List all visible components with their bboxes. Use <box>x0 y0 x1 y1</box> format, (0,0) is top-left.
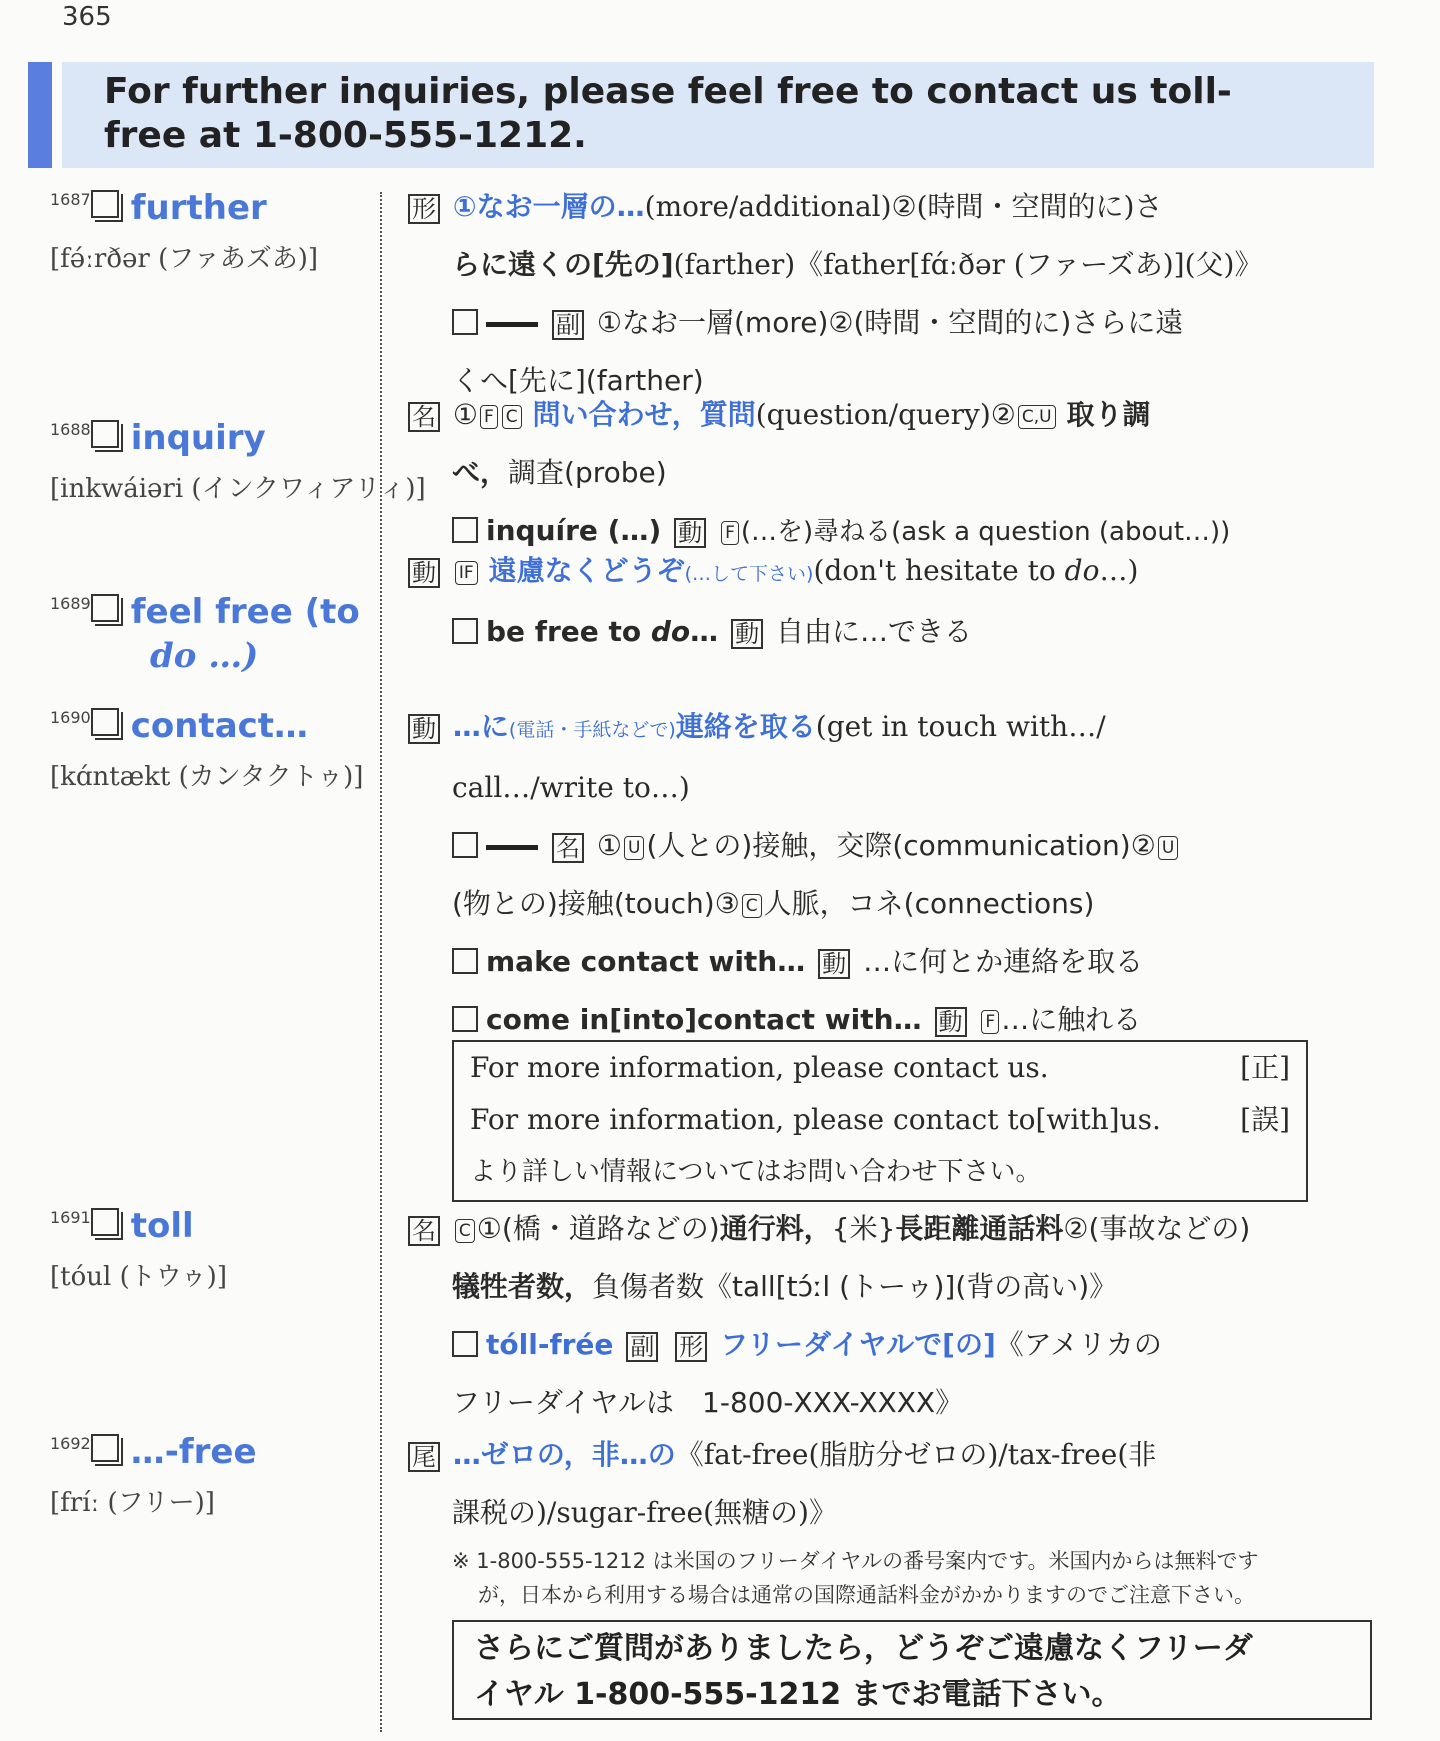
pos-tag: 動 <box>674 518 706 548</box>
definition-line <box>404 1258 1344 1316</box>
headword: feel free (to <box>130 592 360 632</box>
entry-number: 1691 <box>50 1208 91 1227</box>
pos-tag: 形 <box>675 1332 707 1362</box>
checkbox-icon[interactable] <box>452 948 478 974</box>
pronunciation: [inkwáiəri (インクワィアリィ)] <box>50 474 426 504</box>
banner-accent-bar <box>28 62 52 168</box>
label-countable: C <box>502 405 522 429</box>
key-meaning-sub: (…して下さい) <box>684 563 814 585</box>
headword: toll <box>130 1206 194 1246</box>
pos-tag: 尾 <box>408 1442 440 1472</box>
key-meaning: べ， <box>452 456 509 489</box>
checkbox-icon[interactable] <box>91 1208 119 1236</box>
definition-text: …に触れる <box>1001 1003 1142 1036</box>
derivative-line <box>404 294 1344 352</box>
definition-text: call…/write to…) <box>452 771 690 804</box>
definition-line <box>404 444 1344 502</box>
key-meaning-sub: (電話・手紙などで) <box>508 719 676 741</box>
headword: further <box>130 188 267 228</box>
key-meaning: …ゼロの，非…の <box>452 1438 676 1471</box>
phrase: … <box>690 615 719 648</box>
headword-continued <box>150 636 258 676</box>
sense-number: ① <box>596 829 623 862</box>
phrase-line <box>404 933 1344 991</box>
entry-number: 1690 <box>50 708 91 727</box>
key-meaning: 長距離通話料 <box>895 1212 1064 1245</box>
translation-line: さらにご質問がありましたら，どうぞご遠慮なくフリーダ <box>474 1631 1253 1666</box>
page-number: 365 <box>62 2 112 32</box>
entry-1688-body <box>404 386 1344 561</box>
definition-text: …) <box>1099 554 1139 587</box>
entry-1689-head <box>50 592 380 676</box>
derivative-word: inquíre (…) <box>486 514 662 547</box>
pos-tag: 名 <box>408 1216 440 1246</box>
entry-1689-body <box>404 542 1344 661</box>
headword: …-free <box>130 1432 257 1472</box>
phrase-italic: do <box>650 615 691 648</box>
entry-1691-head <box>50 1206 380 1293</box>
usage-example-box <box>452 1040 1308 1202</box>
sense-number: ① <box>452 398 479 431</box>
key-meaning: 問い合わせ，質問 <box>532 398 756 431</box>
definition-text: (farther)《father[fɑ́ːðər (ファーズあ)](父)》 <box>673 248 1263 281</box>
definition-text: ①(橋・道路などの) <box>476 1212 720 1245</box>
definition-line <box>404 1200 1344 1258</box>
derivative-line <box>404 603 1344 661</box>
entry-1692-body <box>404 1426 1344 1542</box>
definition-text: 課税の)/sugar-free(無糖の)》 <box>452 1496 837 1529</box>
dash-icon <box>486 322 538 327</box>
pos-tag: 形 <box>408 194 440 224</box>
incorrect-tag: [誤] <box>1240 1103 1290 1136</box>
checkbox-icon[interactable] <box>452 1331 478 1357</box>
example-line <box>470 1094 1290 1146</box>
headword: contact… <box>130 706 309 746</box>
translation-box <box>452 1620 1372 1720</box>
definition-line <box>404 178 1344 236</box>
derivative-line <box>404 1316 1344 1374</box>
pronunciation: [fríː (フリー)] <box>50 1488 215 1518</box>
pos-tag: 動 <box>408 558 440 588</box>
label-uncountable: U <box>624 836 644 860</box>
pos-tag: 動 <box>818 949 850 979</box>
definition-line <box>404 875 1344 933</box>
definition-text: 調査(probe) <box>508 456 667 489</box>
footnote <box>452 1544 1372 1612</box>
definition-text: 人脈，コネ(connections) <box>763 887 1095 920</box>
definition-line <box>404 542 1344 603</box>
banner-text: For further inquiries, please feel free to contact us toll-free at 1-800-555-1212. <box>104 71 1232 156</box>
phrase: make contact with… <box>486 945 806 978</box>
definition-line <box>404 386 1344 444</box>
example-translation: より詳しい情報についてはお問い合わせ下さい。 <box>470 1157 1042 1187</box>
definition-text: (don't hesitate to <box>813 554 1065 587</box>
example-text: For more information, please contact us. <box>470 1051 1049 1084</box>
key-meaning: 通行料， <box>719 1212 832 1245</box>
definition-italic: do <box>1064 554 1100 587</box>
label-uncountable: U <box>1158 836 1178 860</box>
definition-text: 《fat-free(脂肪分ゼロの)/tax-free(非 <box>675 1438 1157 1471</box>
region-label: {米} <box>831 1212 896 1245</box>
entry-1687-head <box>50 188 380 275</box>
entry-number: 1688 <box>50 420 91 439</box>
definition-line <box>404 1484 1344 1542</box>
definition-text: …に何とか連絡を取る <box>863 945 1144 978</box>
translation-line: イヤル 1-800-555-1212 までお電話下さい。 <box>474 1677 1122 1712</box>
definition-text: (…を)尋ねる(ask a question (about…)) <box>740 517 1231 547</box>
definition-text: (more/additional)②(時間・空間的に)さ <box>644 190 1163 223</box>
key-meaning: 連絡を取る <box>675 710 816 743</box>
label-formal: F <box>981 1010 999 1034</box>
label-countable: C <box>455 1219 475 1243</box>
definition-line <box>404 1374 1344 1432</box>
entry-1688-head <box>50 418 426 505</box>
definition-text: フリーダイヤルは 1-800-XXX-XXXX》 <box>452 1386 964 1419</box>
checkbox-icon[interactable] <box>91 190 119 218</box>
pronunciation: [fə́ːrðər (ファあズあ)] <box>50 244 318 274</box>
definition-line <box>404 236 1344 294</box>
pos-tag: 名 <box>408 402 440 432</box>
derivative-word: tóll-frée <box>486 1328 614 1361</box>
entry-1687-body <box>404 178 1344 410</box>
label-countable: C <box>742 894 762 918</box>
dash-icon <box>486 845 538 850</box>
derivative-line <box>404 817 1344 875</box>
checkbox-icon[interactable] <box>452 1006 478 1032</box>
checkbox-icon[interactable] <box>452 618 478 644</box>
definition-line <box>404 698 1344 759</box>
entry-number: 1687 <box>50 190 91 209</box>
entry-1690-head <box>50 706 380 793</box>
definition-text: 《アメリカの <box>995 1328 1162 1361</box>
entry-1691-body <box>404 1200 1344 1432</box>
headword-italic: do …) <box>150 636 259 676</box>
definition-text: (get in touch with…/ <box>815 710 1106 743</box>
pronunciation: [kɑ́ntækt (カンタクトゥ)] <box>50 762 364 792</box>
definition-text: 自由に…できる <box>775 615 972 648</box>
example-line <box>470 1042 1290 1094</box>
label-informal: IF <box>455 561 478 585</box>
key-meaning: なお一層の… <box>476 190 645 223</box>
checkbox-icon[interactable] <box>452 832 478 858</box>
definition-line <box>404 1426 1344 1484</box>
phrase: come in[into]contact with… <box>486 1003 922 1036</box>
key-meaning: 犠牲者数， <box>452 1270 593 1303</box>
checkbox-icon[interactable] <box>91 1434 119 1462</box>
example-line <box>470 1146 1290 1198</box>
definition-text: (question/query)② <box>755 398 1016 431</box>
correct-tag: [正] <box>1240 1051 1290 1084</box>
pos-tag: 動 <box>731 619 763 649</box>
pos-tag: 名 <box>552 833 584 863</box>
sense-number: ① <box>452 190 477 223</box>
key-meaning: 取り調 <box>1066 398 1151 431</box>
footnote-line: ※ 1-800-555-1212 は米国のフリーダイヤルの番号案内です。米国内からは無料です <box>452 1549 1259 1573</box>
pos-tag: 副 <box>552 310 584 340</box>
checkbox-icon[interactable] <box>91 420 119 448</box>
checkbox-icon[interactable] <box>91 594 119 622</box>
checkbox-icon[interactable] <box>452 517 478 543</box>
definition-text: ②(事故などの) <box>1063 1212 1251 1245</box>
pos-tag: 副 <box>626 1332 658 1362</box>
checkbox-icon[interactable] <box>91 708 119 736</box>
pos-tag: 動 <box>408 714 440 744</box>
definition-text: くへ[先に](farther) <box>452 364 704 397</box>
pronunciation: [tóul (トウゥ)] <box>50 1262 227 1292</box>
label-formal: F <box>480 405 498 429</box>
headword: inquiry <box>130 418 266 458</box>
entry-1690-body <box>404 698 1344 1049</box>
phrase: be free to <box>486 615 651 648</box>
entry-1692-head <box>50 1432 380 1519</box>
definition-text: (物との)接触(touch)③ <box>452 887 740 920</box>
column-divider <box>380 192 382 1732</box>
footnote-line: が，日本から利用する場合は通常の国際通話料金がかかりますのでご注意下さい。 <box>478 1583 1255 1607</box>
checkbox-icon[interactable] <box>452 309 478 335</box>
entry-number: 1692 <box>50 1434 91 1453</box>
key-meaning: 遠慮なくどうぞ <box>488 554 685 587</box>
example-text: For more information, please contact to[with]us. <box>470 1103 1161 1136</box>
label-countable-uncountable: C,U <box>1018 405 1056 429</box>
entry-number: 1689 <box>50 594 91 613</box>
definition-text: (人との)接触，交際(communication)② <box>646 829 1156 862</box>
pos-tag: 動 <box>935 1007 967 1037</box>
key-meaning: らに遠くの[先の] <box>452 248 674 281</box>
key-meaning: …に <box>452 710 509 743</box>
definition-text: 負傷者数《tall[tɔ́ːl (トーゥ)](背の高い)》 <box>592 1270 1118 1303</box>
key-meaning: フリーダイヤルで[の] <box>720 1328 996 1361</box>
definition-text: ①なお一層(more)②(時間・空間的に)さらに遠 <box>596 306 1184 339</box>
definition-line <box>404 759 1344 817</box>
label-formal: F <box>721 521 739 545</box>
